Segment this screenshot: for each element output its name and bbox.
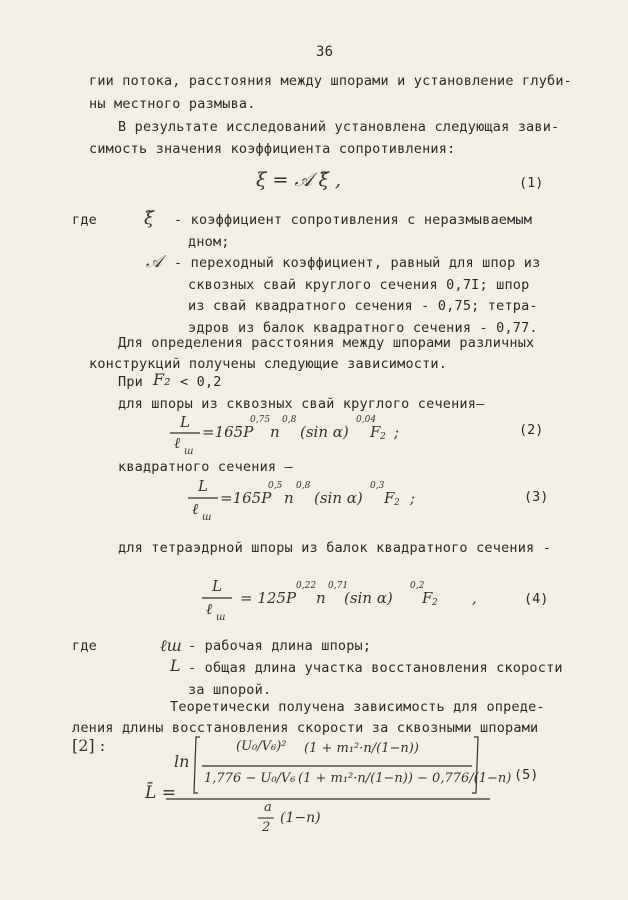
formula-5-bot-a: 1,776 − U₀/V₆ bbox=[204, 771, 296, 786]
formula-2-exp2: 0,8 bbox=[282, 415, 297, 425]
formula-4-F: F bbox=[422, 589, 433, 607]
paragraph-3-line-1: Для определения расстояния между шпорами различных bbox=[118, 335, 535, 351]
where1-item2-line4: эдров из балок квадратного сечения - 0,77. bbox=[188, 320, 538, 336]
formula-5-den-frac-den: 2 bbox=[262, 820, 271, 835]
formula-3-exp1: 0,5 bbox=[268, 481, 283, 491]
line-square-section: квадратного сечения – bbox=[118, 459, 293, 475]
where-label-2: где bbox=[72, 638, 97, 654]
condition-rest: < 0,2 bbox=[180, 374, 222, 390]
condition-symbol: F₂ bbox=[153, 370, 171, 389]
formula-2-denominator-sub: ш bbox=[184, 446, 194, 457]
paragraph-4-line-1: Теоретически получена зависимость для опреде- bbox=[170, 699, 545, 715]
alpha-symbol: 𝒜 bbox=[146, 252, 163, 272]
formula-4-exp3: 0,2 bbox=[410, 581, 425, 591]
formula-3-sin: (sin α) bbox=[314, 489, 363, 507]
formula-3-body: =165P bbox=[220, 489, 272, 507]
where1-item1-line1: - коэффициент сопротивления с неразмываемым bbox=[174, 212, 533, 228]
formula-5-ln: ln bbox=[174, 752, 190, 771]
paragraph-2-line-2: симость значения коэффициента сопротивления: bbox=[89, 141, 456, 157]
line-round-section: для шпоры из сквозных свай круглого сечения– bbox=[118, 396, 485, 412]
formula-5-lhs: L̄ = bbox=[145, 783, 176, 803]
where1-item1-line2: дном; bbox=[188, 234, 230, 250]
formula-1: ξ = 𝒜 ξ̃ , bbox=[256, 169, 342, 191]
formula-5-den-rest: (1−n) bbox=[280, 810, 321, 826]
formula-4-exp2: 0,71 bbox=[328, 581, 349, 591]
formula-4-numerator: L bbox=[212, 577, 222, 595]
where1-item2-line2: сквозных свай круглого сечения 0,7I; шпор bbox=[188, 277, 530, 293]
formula-2-exp3: 0,04 bbox=[356, 415, 377, 425]
formula-2-n: n bbox=[270, 423, 280, 441]
formula-4-F-sub: 2 bbox=[432, 598, 438, 608]
formula-5-main-bar bbox=[166, 798, 496, 802]
formula-4-sin: (sin α) bbox=[344, 589, 393, 607]
formula-3-numerator: L bbox=[198, 477, 208, 495]
formula-2-numerator: L bbox=[180, 413, 190, 431]
formula-3-F: F bbox=[384, 489, 395, 507]
where1-item2-line3: из свай квадратного сечения - 0,75; тетра- bbox=[188, 298, 538, 314]
formula-2-F-sub: 2 bbox=[380, 432, 386, 442]
page-number: 36 bbox=[316, 44, 334, 60]
formula-2-exp1: 0,75 bbox=[250, 415, 271, 425]
formula-4-exp1: 0,22 bbox=[296, 581, 317, 591]
formula-4-denominator: ℓ bbox=[206, 600, 213, 618]
where2-item2-line2: за шпорой. bbox=[188, 682, 272, 698]
formula-5-top-b: (1 + m₁²·n/(1−n)) bbox=[304, 741, 419, 756]
formula-3-number: (3) bbox=[524, 489, 549, 505]
formula-2-F: F bbox=[370, 423, 381, 441]
l-w-symbol: ℓш bbox=[160, 636, 182, 655]
formula-1-number: (1) bbox=[519, 175, 544, 191]
formula-2-sin: (sin α) bbox=[300, 423, 349, 441]
paragraph-1-line-2: ны местного размыва. bbox=[89, 96, 256, 112]
formula-5-bot-b: (1 + m₁²·n/(1−n)) − 0,776/(1−n) bbox=[298, 771, 512, 786]
formula-3-n: n bbox=[284, 489, 294, 507]
formula-2-number: (2) bbox=[519, 422, 544, 438]
paragraph-2-line-1: В результате исследований установлена следующая зави- bbox=[118, 119, 560, 135]
formula-2-body: =165P bbox=[202, 423, 254, 441]
formula-5-number: (5) bbox=[514, 767, 539, 783]
formula-4-n: n bbox=[316, 589, 326, 607]
formula-5-den-frac-num: a bbox=[264, 800, 272, 815]
formula-3-exp2: 0,8 bbox=[296, 481, 311, 491]
formula-2-end: ; bbox=[394, 423, 400, 441]
where1-item2-line1: - переходный коэффициент, равный для шпор из bbox=[174, 255, 541, 271]
formula-4-denominator-sub: ш bbox=[216, 612, 226, 623]
reference: [2] : bbox=[72, 736, 106, 755]
formula-3-F-sub: 2 bbox=[394, 498, 400, 508]
formula-4-end: , bbox=[472, 589, 477, 607]
formula-3-end: ; bbox=[410, 489, 416, 507]
xi-symbol: ξ̃ bbox=[144, 208, 154, 229]
paragraph-1-line-1: гии потока, расстояния между шпорами и установление глуби- bbox=[89, 73, 573, 89]
paragraph-3-line-2: конструкций получены следующие зависимости. bbox=[89, 356, 448, 372]
formula-3-denominator-sub: ш bbox=[202, 512, 212, 523]
where2-item2-line1: - общая длина участка восстановления скорости bbox=[188, 660, 563, 676]
formula-3-exp3: 0,3 bbox=[370, 481, 385, 491]
L-symbol: L bbox=[170, 656, 181, 675]
where-label-1: где bbox=[72, 212, 97, 228]
paragraph-4-line-2: ления длины восстановления скорости за сквозными шпорами bbox=[72, 720, 539, 736]
formula-4-number: (4) bbox=[524, 591, 549, 607]
formula-4-body: = 125P bbox=[240, 589, 297, 607]
line-tetra-section: для тетраэдрной шпоры из балок квадратного сечения - bbox=[118, 540, 552, 556]
formula-5-top-a: (U₀/V₆)² bbox=[236, 739, 287, 754]
formula-3-denominator: ℓ bbox=[192, 500, 199, 518]
condition-prefix: При bbox=[118, 374, 143, 390]
where2-item1-text: - рабочая длина шпоры; bbox=[188, 638, 372, 654]
formula-2-denominator: ℓ bbox=[174, 434, 181, 452]
